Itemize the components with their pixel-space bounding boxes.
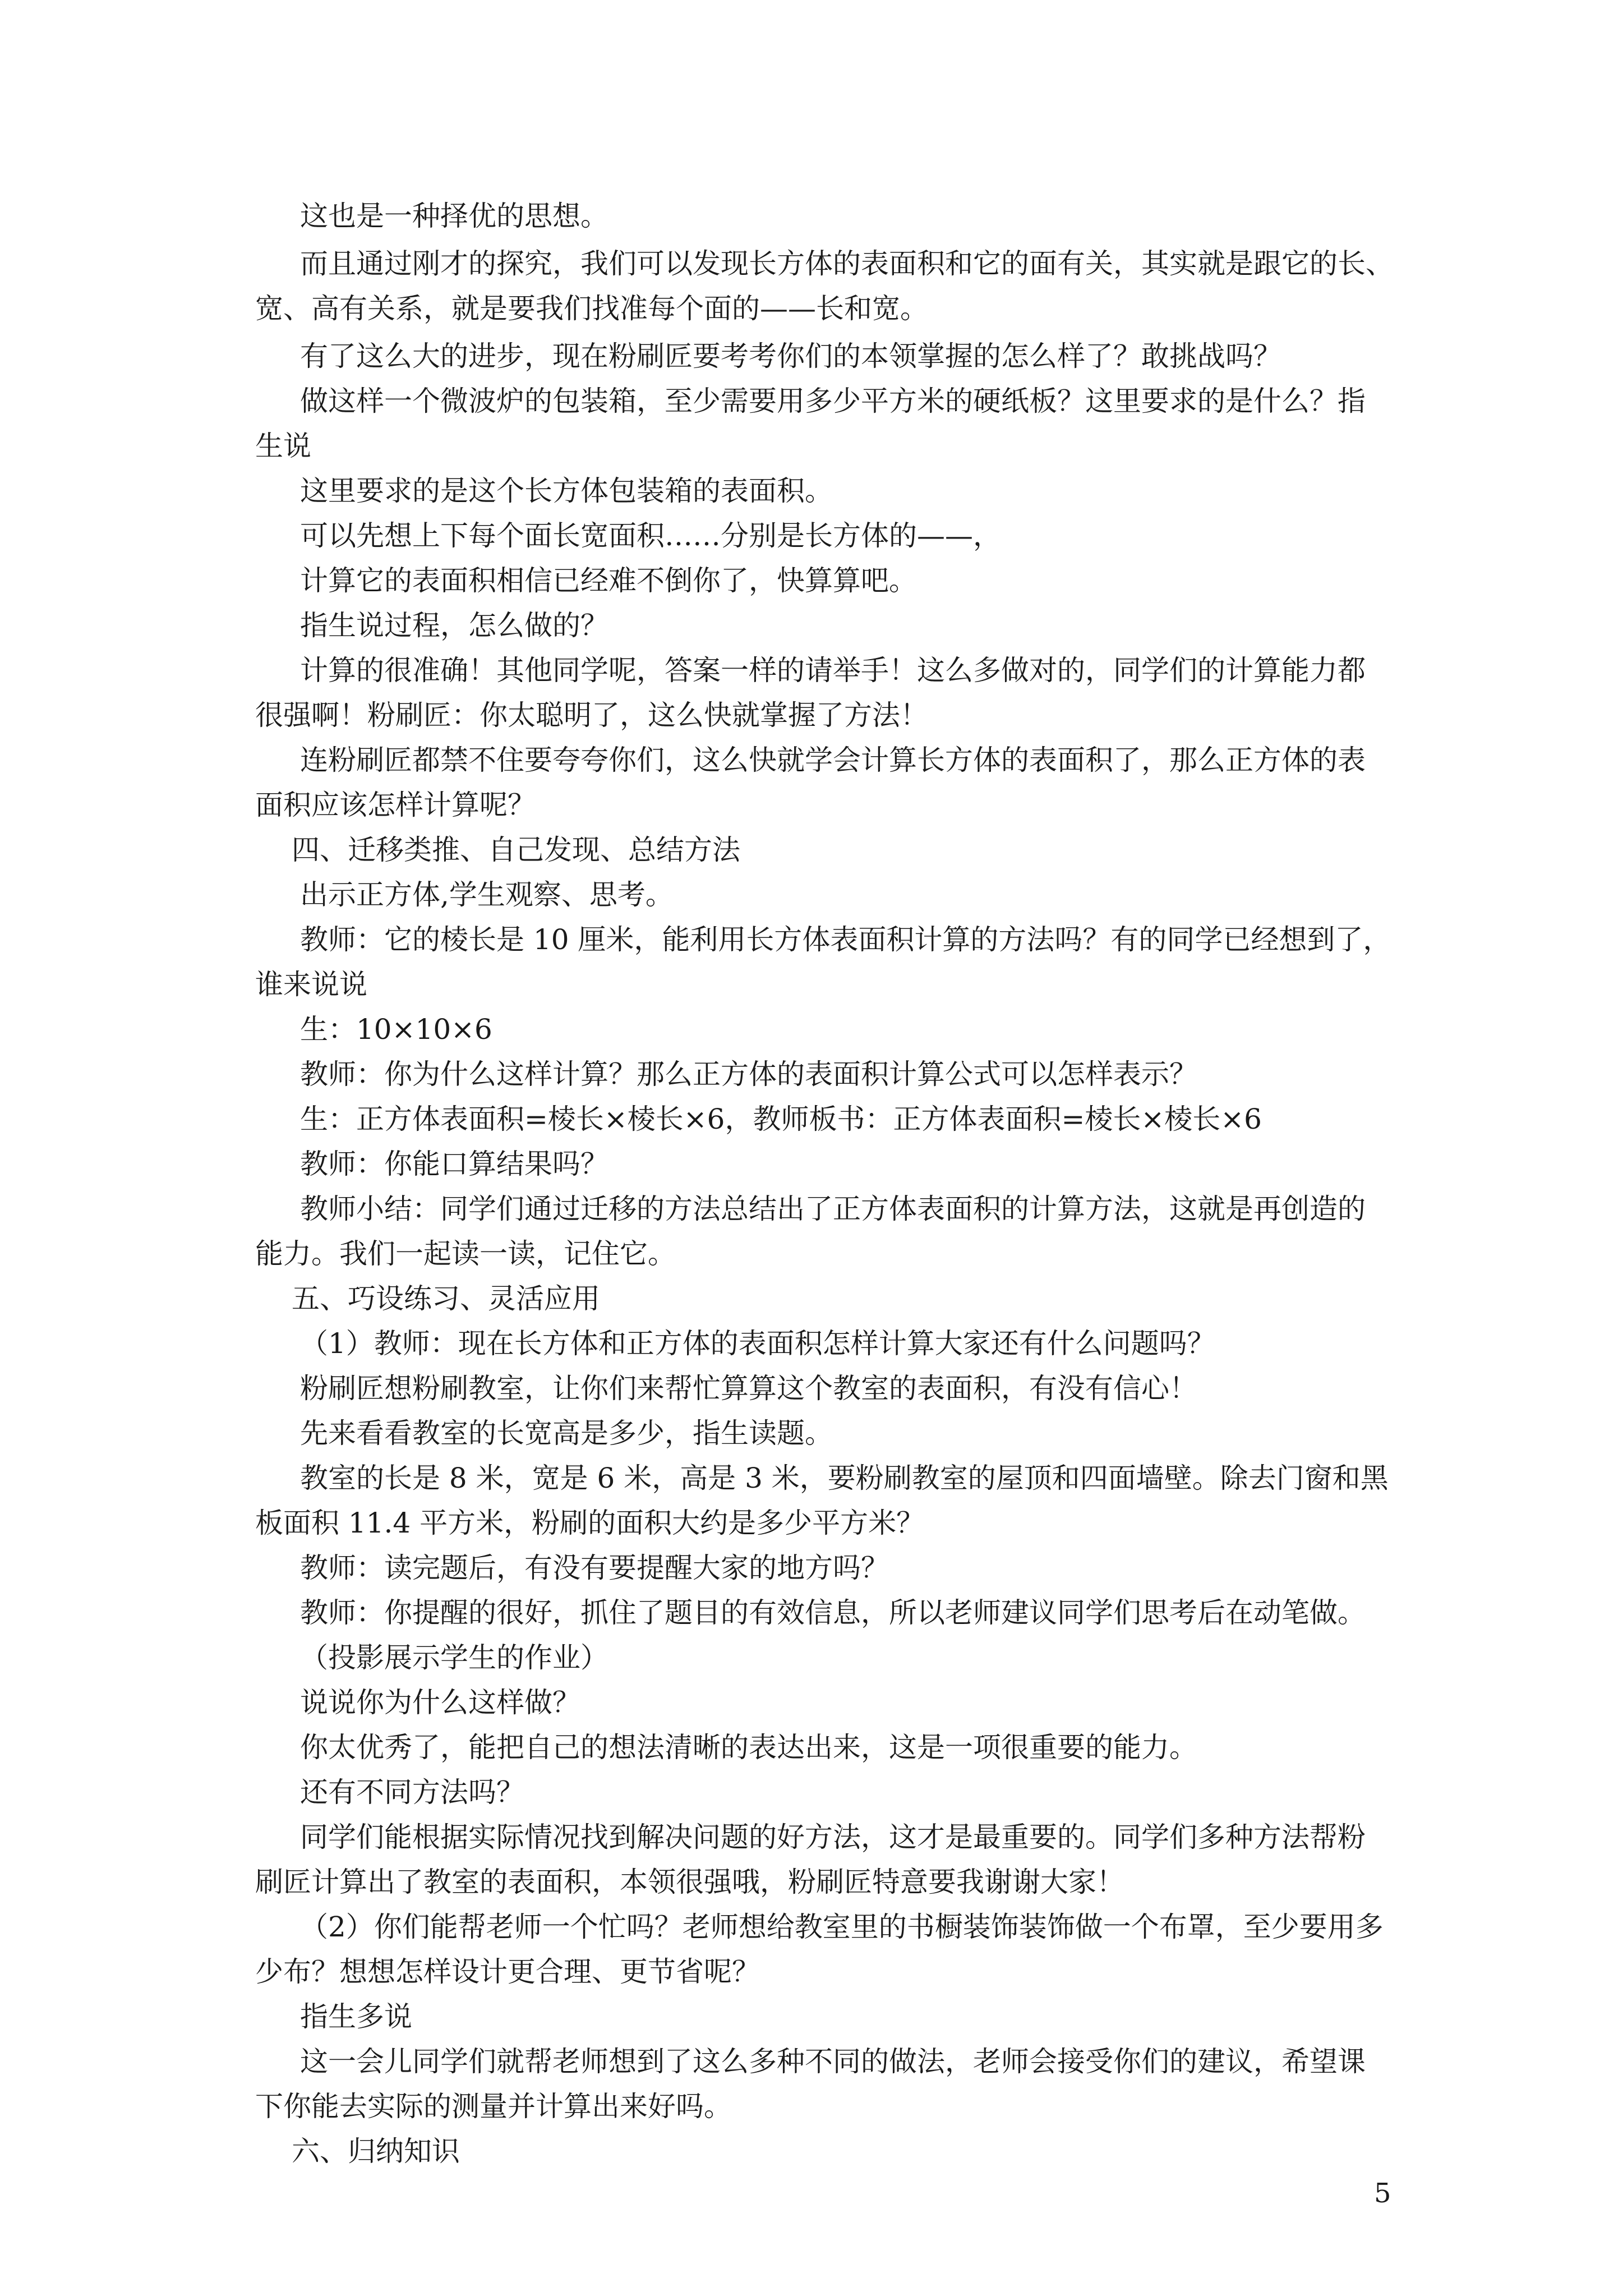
text-line: 可以先想上下每个面长宽面积……分别是长方体的——， xyxy=(300,519,1001,552)
text-line: （2）你们能帮老师一个忙吗？老师想给教室里的书橱装饰装饰做一个布罩，至少要用多 xyxy=(300,1911,1384,1943)
section-heading: 六、归纳知识 xyxy=(292,2135,460,2168)
text-line: 刷匠计算出了教室的表面积，本领很强哦，粉刷匠特意要我谢谢大家！ xyxy=(255,1866,1124,1898)
text-line: 教师：你为什么这样计算？那么正方体的表面积计算公式可以怎样表示？ xyxy=(300,1058,1197,1091)
text-line: 面积应该怎样计算呢？ xyxy=(255,789,536,821)
text-line: 下你能去实际的测量并计算出来好吗。 xyxy=(255,2090,732,2123)
text-line: 计算的很准确！其他同学呢，答案一样的请举手！这么多做对的，同学们的计算能力都 xyxy=(300,654,1366,687)
text-line: 同学们能根据实际情况找到解决问题的好方法，这才是最重要的。同学们多种方法帮粉 xyxy=(300,1821,1366,1853)
text-line: 教师小结：同学们通过迁移的方法总结出了正方体表面积的计算方法，这就是再创造的 xyxy=(300,1193,1366,1225)
text-line: （投影展示学生的作业） xyxy=(300,1641,608,1674)
text-line: 粉刷匠想粉刷教室，让你们来帮忙算算这个教室的表面积，有没有信心！ xyxy=(300,1372,1197,1405)
text-line: 有了这么大的进步，现在粉刷匠要考考你们的本领掌握的怎么样了？敢挑战吗？ xyxy=(300,340,1281,372)
text-line: 这一会儿同学们就帮老师想到了这么多种不同的做法，老师会接受你们的建议，希望课 xyxy=(300,2045,1366,2078)
page-number: 5 xyxy=(1374,2178,1391,2209)
text-line: 你太优秀了，能把自己的想法清晰的表达出来，这是一项很重要的能力。 xyxy=(300,1731,1197,1764)
section-heading: 五、巧设练习、灵活应用 xyxy=(292,1282,600,1315)
text-line: 这里要求的是这个长方体包装箱的表面积。 xyxy=(300,475,833,507)
text-line: 先来看看教室的长宽高是多少，指生读题。 xyxy=(300,1417,833,1450)
text-line: 指生说过程，怎么做的？ xyxy=(300,609,608,642)
text-line: 出示正方体,学生观察、思考。 xyxy=(300,878,674,911)
text-line: 还有不同方法吗？ xyxy=(300,1776,524,1809)
text-line: 教师：你能口算结果吗？ xyxy=(300,1148,608,1180)
section-heading: 四、迁移类推、自己发现、总结方法 xyxy=(292,834,740,866)
text-line: 谁来说说 xyxy=(255,968,367,1001)
text-line: 很强啊！粉刷匠：你太聪明了，这么快就掌握了方法！ xyxy=(255,699,928,731)
text-line: 教师：它的棱长是 10 厘米，能利用长方体表面积计算的方法吗？有的同学已经想到了， xyxy=(300,923,1391,956)
text-line: 这也是一种择优的思想。 xyxy=(300,200,608,232)
text-line: 计算它的表面积相信已经难不倒你了，快算算吧。 xyxy=(300,564,917,597)
text-line: 说说你为什么这样做？ xyxy=(300,1686,580,1719)
text-line: 教室的长是 8 米，宽是 6 米，高是 3 米，要粉刷教室的屋顶和四面墙壁。除去门窗和黑 xyxy=(300,1462,1389,1494)
text-line: 指生多说 xyxy=(300,2000,412,2033)
text-line: 做这样一个微波炉的包装箱，至少需要用多少平方米的硬纸板？这里要求的是什么？指 xyxy=(300,385,1366,417)
text-line: 生：10×10×6 xyxy=(300,1013,492,1046)
text-line: 宽、高有关系，就是要我们找准每个面的——长和宽。 xyxy=(255,292,928,325)
text-line: 生说 xyxy=(255,430,311,462)
text-line: 生：正方体表面积=棱长×棱长×6，教师板书：正方体表面积=棱长×棱长×6 xyxy=(300,1103,1262,1135)
text-line: 而且通过刚才的探究，我们可以发现长方体的表面积和它的面有关，其实就是跟它的长、 xyxy=(300,247,1394,280)
text-line: （1）教师：现在长方体和正方体的表面积怎样计算大家还有什么问题吗？ xyxy=(300,1327,1215,1360)
text-line: 板面积 11.4 平方米，粉刷的面积大约是多少平方米？ xyxy=(255,1507,925,1539)
text-line: 能力。我们一起读一读，记住它。 xyxy=(255,1237,676,1270)
text-line: 连粉刷匠都禁不住要夸夸你们，这么快就学会计算长方体的表面积了，那么正方体的表 xyxy=(300,744,1366,776)
text-line: 少布？想想怎样设计更合理、更节省呢？ xyxy=(255,1955,760,1988)
text-line: 教师：读完题后，有没有要提醒大家的地方吗？ xyxy=(300,1552,889,1584)
text-line: 教师：你提醒的很好，抓住了题目的有效信息，所以老师建议同学们思考后在动笔做。 xyxy=(300,1596,1366,1629)
